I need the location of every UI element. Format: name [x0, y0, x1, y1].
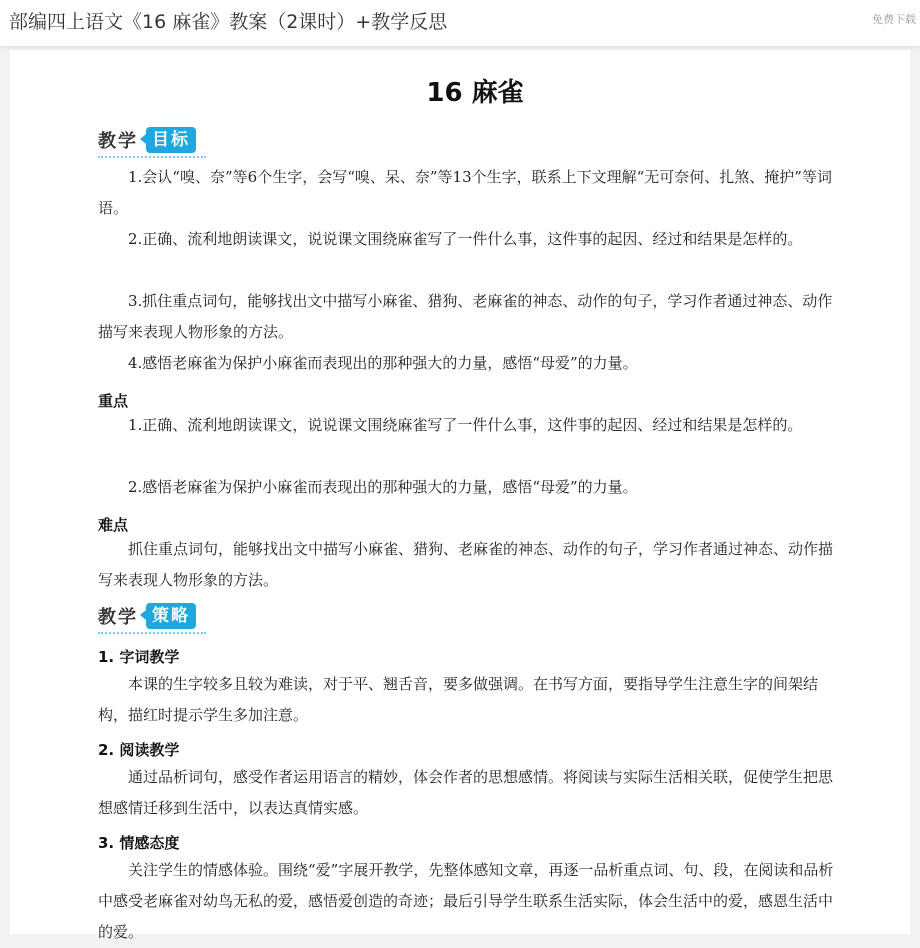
- badge-lead-text: 教学: [98, 607, 138, 628]
- key-point-item-1: 1.正确、流利地朗读课文，说说课文围绕麻雀写了一件什么事，这件事的起因、经过和结果是怎样的。: [128, 416, 803, 434]
- section-badge-goals: [98, 126, 196, 154]
- badge-tag-text: 目标: [146, 127, 196, 153]
- difficulties-text: 抓住重点词句，能够找出文中描写小麻雀、猎狗、老麻雀的神态、动作的句子，学习作者通过神态、动作描写来表现人物形象的方法。: [98, 540, 834, 589]
- top-bar: [0, 0, 920, 46]
- section-badge-strategy: [98, 602, 196, 630]
- difficulties-heading: 难点: [98, 516, 129, 534]
- key-points-heading: 重点: [98, 392, 129, 410]
- goal-item-1: 1.会认“嗅、奈”等6个生字，会写“嗅、呆、奈”等13个生字，联系上下文理解“无可奈何、扎煞、掩护”等词语。: [98, 168, 832, 217]
- strategy-heading-1: 1. 字词教学: [98, 648, 180, 666]
- document-title: 部编四上语文《16 麻雀》教案（2课时）+教学反思: [9, 11, 448, 33]
- goal-item-4: 4.感悟老麻雀为保护小麻雀而表现出的那种强大的力量，感悟“母爱”的力量。: [128, 354, 638, 372]
- key-point-item-2: 2.感悟老麻雀为保护小麻雀而表现出的那种强大的力量，感悟“母爱”的力量。: [128, 478, 638, 496]
- lesson-title: 16 麻雀: [426, 78, 524, 108]
- strategy-heading-3: 3. 情感态度: [98, 834, 180, 852]
- strategy-text-1: 本课的生字较多且较为难读，对于平、翘舌音，要多做强调。在书写方面，要指导学生注意生字的间架结构，描红时提示学生多加注意。: [98, 675, 819, 724]
- strategy-heading-2: 2. 阅读教学: [98, 741, 180, 759]
- goal-item-2: 2.正确、流利地朗读课文，说说课文围绕麻雀写了一件什么事，这件事的起因、经过和结果是怎样的。: [128, 230, 803, 248]
- free-download-link[interactable]: 免费下载: [872, 13, 916, 26]
- dotted-underline: [98, 156, 206, 158]
- dotted-underline: [98, 632, 206, 634]
- goal-item-3: 3.抓住重点词句，能够找出文中描写小麻雀、猎狗、老麻雀的神态、动作的句子，学习作者通过神态、动作描写来表现人物形象的方法。: [98, 292, 833, 341]
- badge-lead-text: 教学: [98, 131, 138, 152]
- strategy-text-2: 通过品析词句，感受作者运用语言的精妙，体会作者的思想感情。将阅读与实际生活相关联，促使学生把思想感情迁移到生活中，以表达真情实感。: [98, 768, 834, 817]
- strategy-text-3: 关注学生的情感体验。围绕“爱”字展开教学，先整体感知文章，再逐一品析重点词、句、段，在阅读和品析中感受老麻雀对幼鸟无私的爱，感悟爱创造的奇迹；最后引导学生联系生活实际，体会生活中的爱，感恩生活中的爱。: [98, 861, 834, 941]
- document-page: [10, 50, 910, 941]
- badge-tag-text: 策略: [146, 603, 196, 629]
